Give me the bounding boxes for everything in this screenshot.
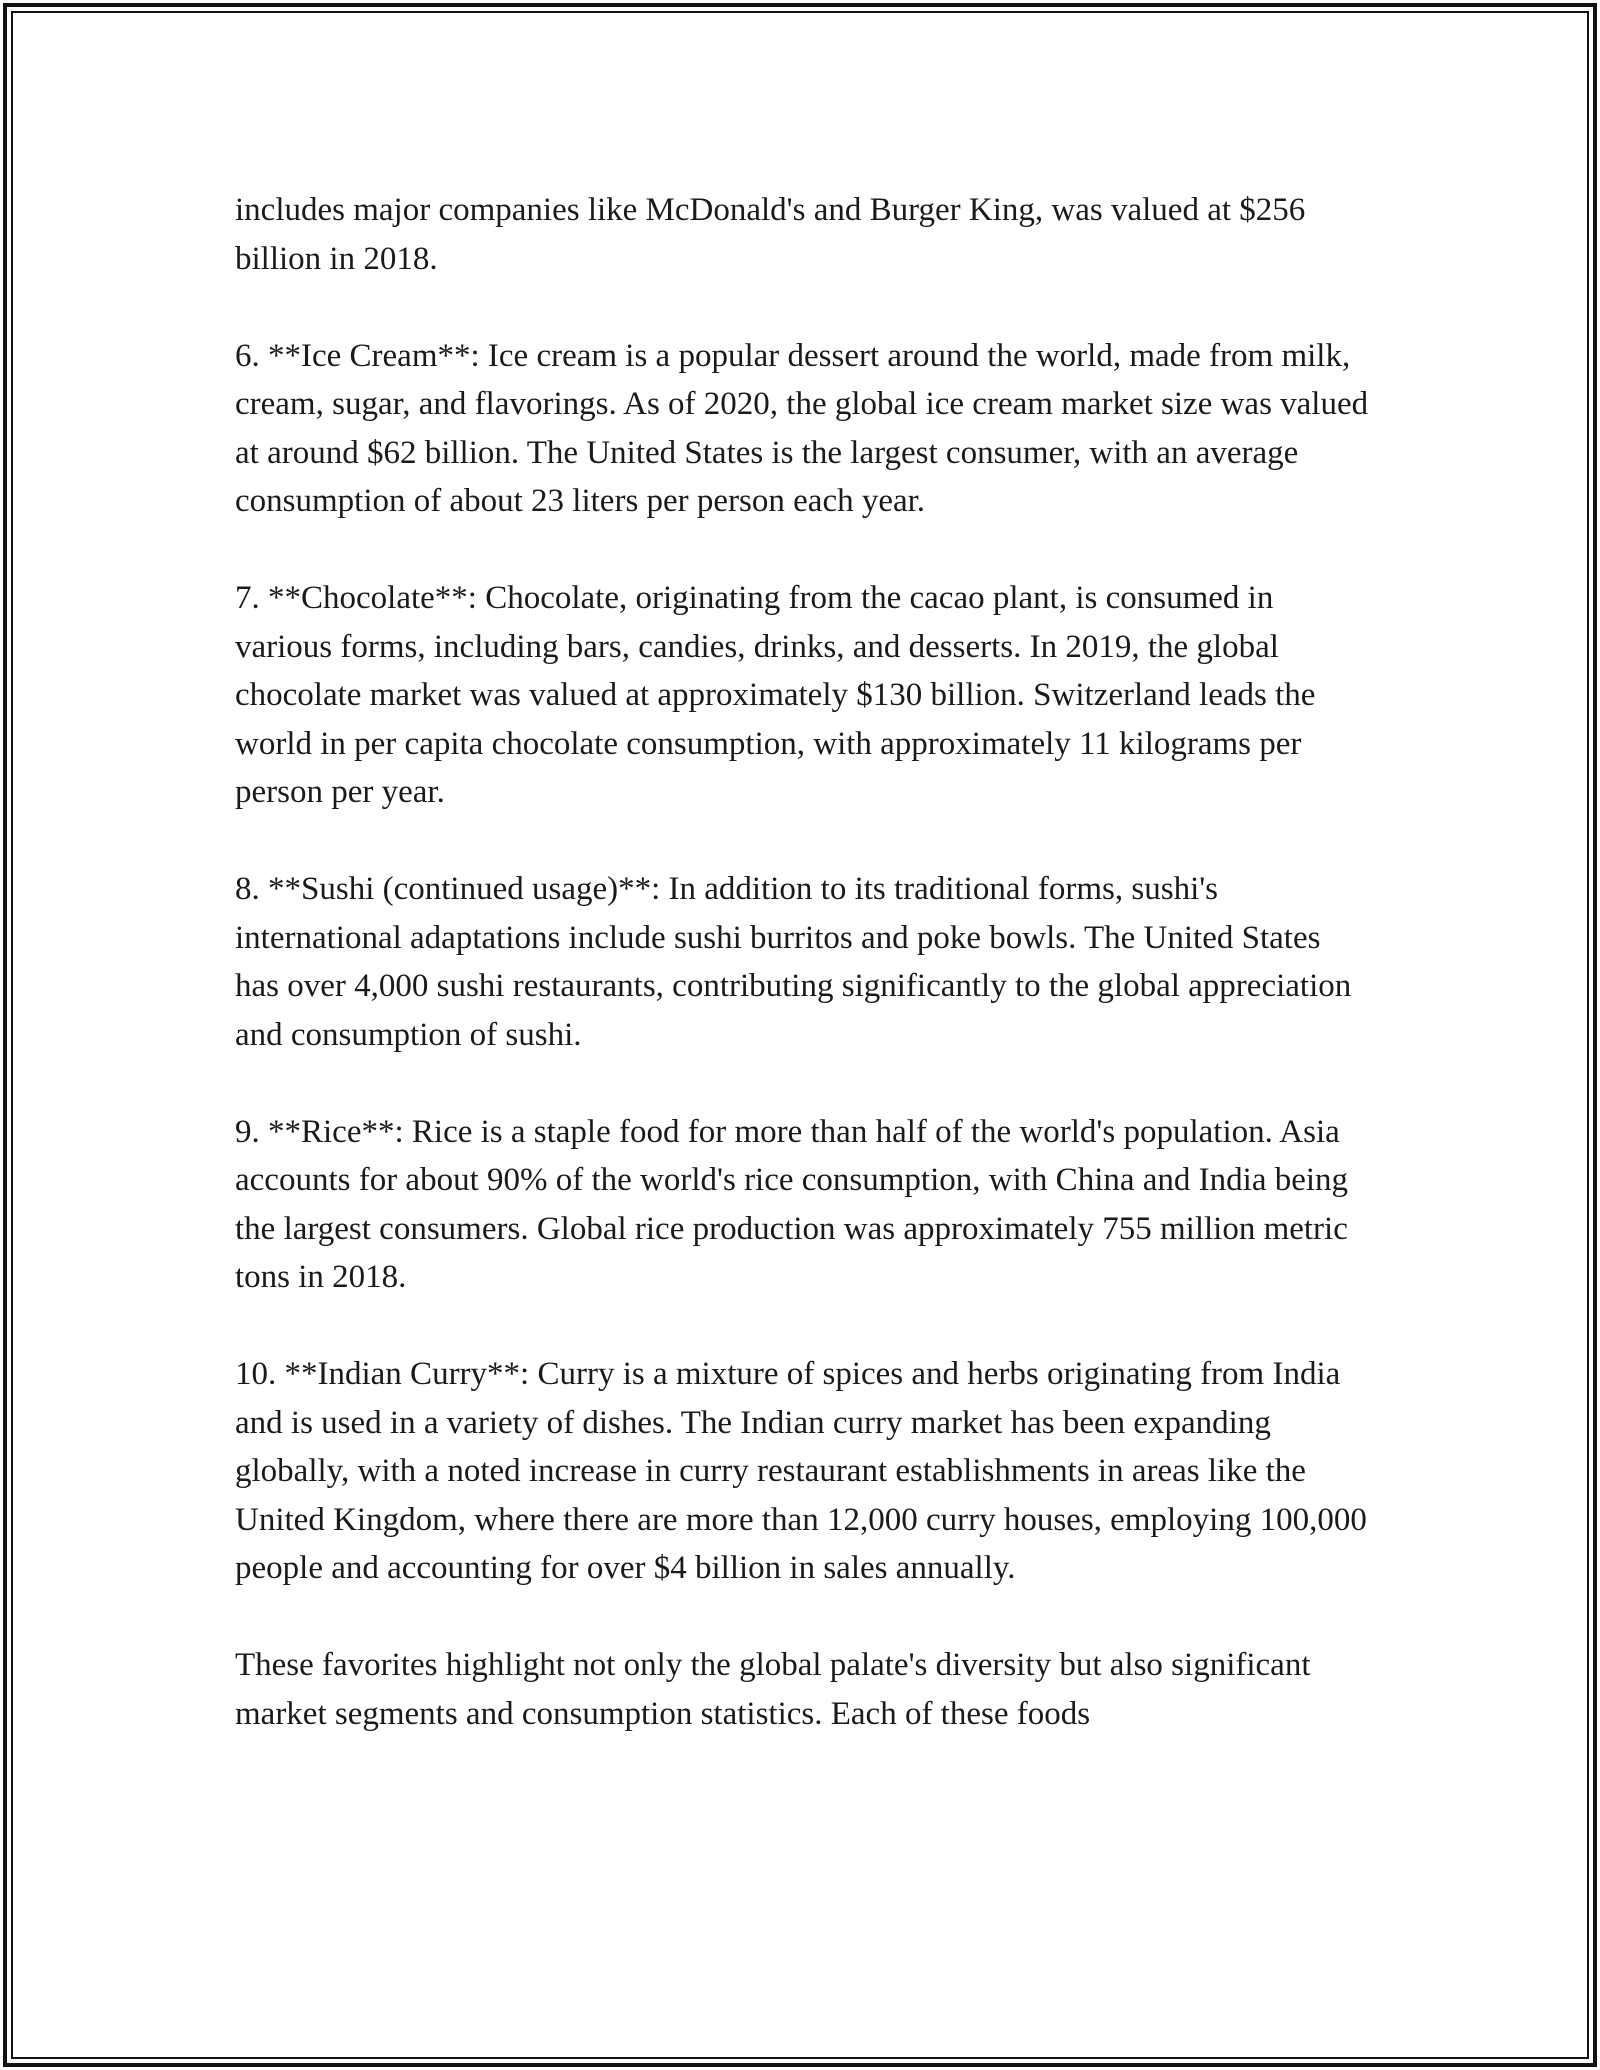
paragraph-rice: 9. **Rice**: Rice is a staple food for more than half of the world's population. Asia accounts for about 90% of the world's rice consumption, with China and India being the largest consumers. Global rice production was approximately 755 million metric tons in 2018. <box>235 1113 1349 1295</box>
document-body <box>235 186 1370 1787</box>
paragraph-conclusion: These favorites highlight not only the global palate's diversity but also significant market segments and consumption statistics. Each of these foods <box>235 1647 1311 1732</box>
paragraph-indian-curry: 10. **Indian Curry**: Curry is a mixture of spices and herbs originating from India and is used in a variety of dishes. The Indian curry market has been expanding globally, with a noted increase in curry restaurant establishments in areas like the United Kingdom, where there are more than 12,000 curry houses, employing 100,000 people and accounting for over $4 billion in sales annually. <box>235 1356 1367 1586</box>
paragraph-ice-cream: 6. **Ice Cream**: Ice cream is a popular dessert around the world, made from milk, cream, sugar, and flavorings. As of 2020, the global ice cream market size was valued at around $62 billion. The United States is the largest consumer, with an average consumption of about 23 liters per person each year. <box>235 337 1369 519</box>
paragraph-fast-food-continued: includes major companies like McDonald's and Burger King, was valued at $256 billion in 2018. <box>235 192 1306 277</box>
paragraph-chocolate: 7. **Chocolate**: Chocolate, originating from the cacao plant, is consumed in various forms, including bars, candies, drinks, and desserts. In 2019, the global chocolate market was valued at approximately $130 billion. Switzerland leads the world in per capita chocolate consumption, with approximately 11 kilograms per person per year. <box>235 580 1316 810</box>
paragraph-sushi: 8. **Sushi (continued usage)**: In addition to its traditional forms, sushi's international adaptations include sushi burritos and poke bowls. The United States has over 4,000 sushi restaurants, contributing significantly to the global appreciation and consumption of sushi. <box>235 871 1352 1053</box>
